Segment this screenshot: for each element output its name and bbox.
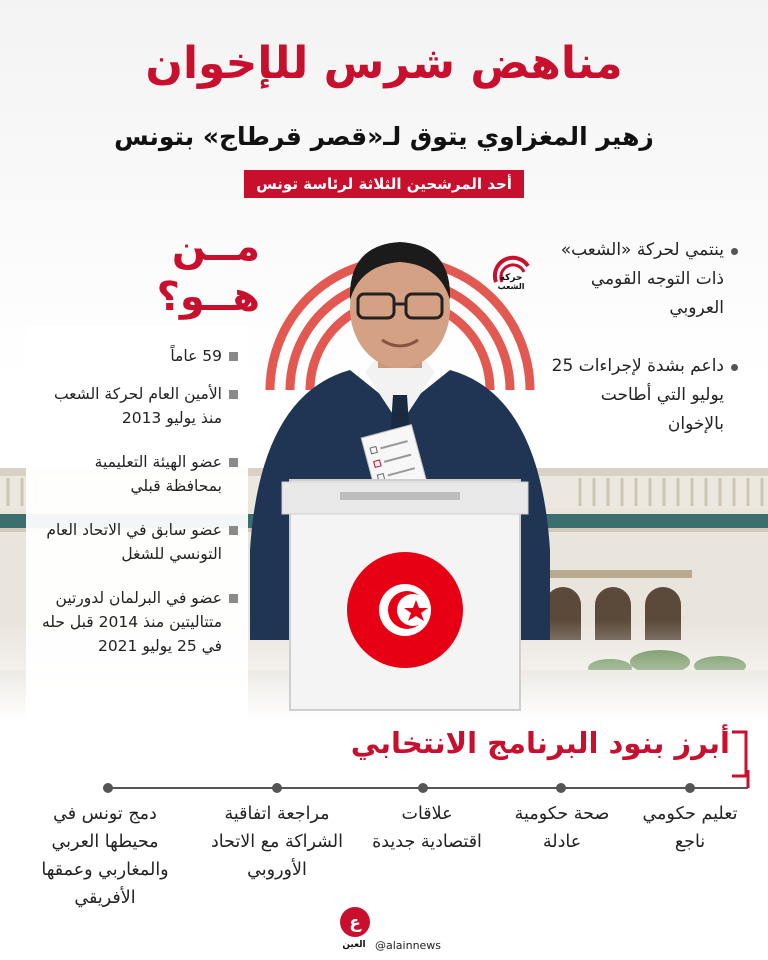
bio-item — [38, 382, 238, 430]
bio-item — [38, 450, 238, 498]
tunisia-flag-icon — [347, 552, 463, 668]
bio-text: عضو الهيئة التعليمية بمحافظة قبلي — [94, 453, 222, 495]
svg-text:ع: ع — [349, 913, 361, 933]
bullet-dot-icon — [731, 364, 738, 371]
program-item: تعليم حكومي ناجع — [642, 804, 738, 852]
bio-text: الأمين العام لحركة الشعب منذ يوليو 2013 — [53, 385, 222, 427]
alain-logo-icon — [338, 906, 372, 944]
program-item: دمج تونس في محيطها العربي والمغاربي وعمقها الأفريقي — [41, 804, 169, 908]
subtitle: زهير المغزاوي يتوق لـ«قصر قرطاج» بتونس — [114, 122, 654, 151]
bio-item — [38, 518, 238, 566]
program-heading: أبرز بنود البرنامج الانتخابي — [350, 726, 730, 760]
bullet-dot-icon — [731, 248, 738, 255]
bio-item — [38, 344, 238, 368]
who-line-1: مــن — [171, 224, 260, 270]
bio-panel — [26, 326, 248, 718]
party-point-text: ينتمي لحركة «الشعب» ذات التوجه القومي العروبي — [560, 240, 724, 318]
program-timeline — [0, 770, 768, 800]
svg-text:حركة: حركة — [499, 273, 523, 283]
program-item: صحة حكومية عادلة — [514, 804, 610, 852]
bullet-square-icon — [229, 526, 238, 535]
candidate-illustration — [240, 220, 560, 720]
bullet-square-icon — [229, 390, 238, 399]
main-title: مناهض شرس للإخوان — [145, 38, 623, 89]
footer-brand: العين — [342, 940, 366, 950]
bio-text: 59 عاماً — [170, 347, 222, 365]
candidate-tag: أحد المرشحين الثلاثة لرئاسة تونس — [244, 170, 524, 198]
party-point — [548, 352, 738, 439]
program-item: علاقات اقتصادية جديدة — [372, 804, 482, 852]
bio-text: عضو سابق في الاتحاد العام التونسي للشغل — [46, 521, 222, 563]
program-item: مراجعة اتفاقية الشراكة مع الاتحاد الأوروبي — [211, 804, 343, 880]
bullet-square-icon — [229, 458, 238, 467]
footer-handle: @alainnews — [375, 939, 442, 952]
party-point — [548, 236, 738, 323]
who-line-2: هــو؟ — [156, 274, 260, 320]
bullet-square-icon — [229, 352, 238, 361]
party-point-text: داعم بشدة لإجراءات 25 يوليو التي أطاحت بالإخوان — [551, 356, 724, 434]
bullet-square-icon — [229, 594, 238, 603]
bio-text: عضو في البرلمان لدورتين متتاليتين منذ 2014 قبل حله في 25 يوليو 2021 — [41, 589, 222, 655]
who-is-he-heading — [120, 222, 260, 322]
bio-item — [38, 586, 238, 658]
svg-text:الشعب: الشعب — [497, 282, 525, 291]
